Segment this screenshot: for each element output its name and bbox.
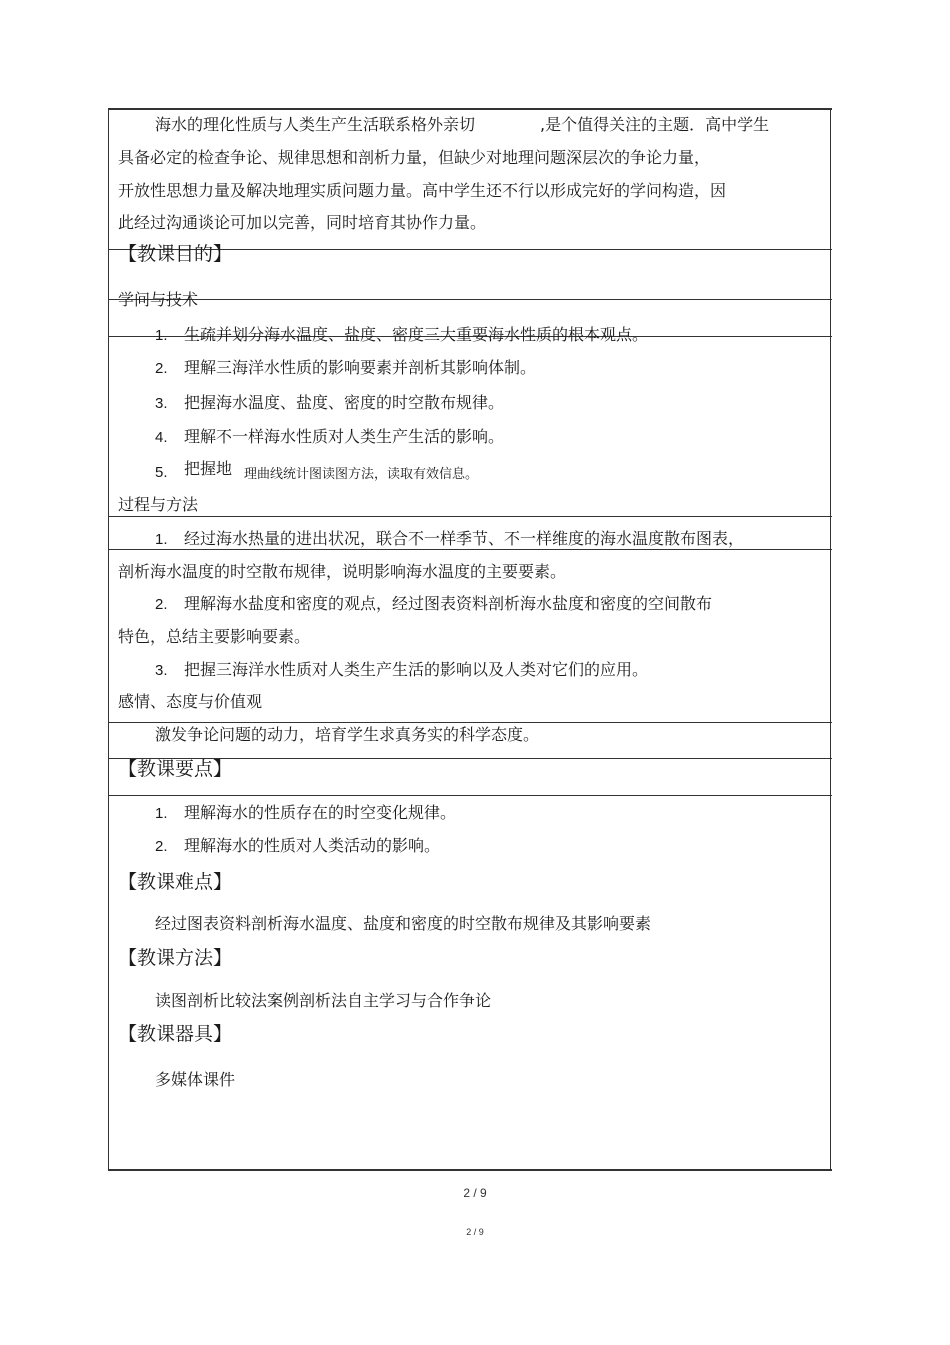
process-item-1-num: 1. bbox=[155, 531, 168, 548]
difficulties-heading: 【教课难点】 bbox=[118, 871, 233, 893]
intro-line-1b: ,是个值得关注的主题．高中学生 bbox=[540, 115, 770, 134]
table-right-border bbox=[830, 108, 831, 1170]
page-number: 2 / 9 bbox=[463, 1186, 487, 1200]
tools-text: 多媒体课件 bbox=[155, 1070, 236, 1089]
row-divider bbox=[108, 516, 832, 517]
tools-heading: 【教课器具】 bbox=[118, 1023, 233, 1045]
table-left-border bbox=[108, 108, 109, 1170]
knowledge-item-5: 把握地 bbox=[184, 459, 233, 478]
knowledge-item-1-num: 1. bbox=[155, 327, 168, 344]
difficulties-text: 经过图表资料剖析海水温度、盐度和密度的时空散布规律及其影响要素 bbox=[155, 914, 652, 933]
intro-line-3: 开放性思想力量及解决地理实质问题力量。高中学生还不行以形成完好的学问构造，因 bbox=[118, 181, 727, 200]
knowledge-item-4: 理解不一样海水性质对人类生产生活的影响。 bbox=[184, 427, 505, 446]
knowledge-item-5-small: 理曲线统计图读图方法，读取有效信息。 bbox=[244, 467, 479, 482]
key-point-2-num: 2. bbox=[155, 838, 168, 855]
intro-line-2: 具备必定的检查争论、规律思想和剖析力量，但缺少对地理问题深层次的争论力量， bbox=[118, 148, 711, 167]
process-item-3-num: 3. bbox=[155, 662, 168, 679]
knowledge-item-3-num: 3. bbox=[155, 395, 168, 412]
key-point-1-num: 1. bbox=[155, 805, 168, 822]
key-point-2: 理解海水的性质对人类活动的影响。 bbox=[184, 836, 441, 855]
row-divider bbox=[108, 795, 832, 796]
process-item-3: 把握三海洋水性质对人类生产生活的影响以及人类对它们的应用。 bbox=[184, 660, 649, 679]
process-item-2-num: 2. bbox=[155, 596, 168, 613]
knowledge-label: 学问与技术 bbox=[118, 290, 199, 309]
row-divider bbox=[108, 299, 832, 300]
knowledge-item-2-num: 2. bbox=[155, 360, 168, 377]
intro-line-1a: 海水的理化性质与人类生产生活联系格外亲切 bbox=[155, 115, 476, 134]
process-item-2-line-2: 特色，总结主要影响要素。 bbox=[118, 627, 311, 646]
knowledge-item-1: 生疏并划分海水温度、盐度、密度三大重要海水性质的根本观点。 bbox=[184, 325, 649, 344]
key-point-1: 理解海水的性质存在的时空变化规律。 bbox=[184, 803, 457, 822]
attitude-text: 激发争论问题的动力，培育学生求真务实的科学态度。 bbox=[155, 725, 540, 744]
knowledge-item-4-num: 4. bbox=[155, 429, 168, 446]
objectives-heading: 【教课目的】 bbox=[118, 243, 233, 265]
process-label: 过程与方法 bbox=[118, 495, 199, 514]
methods-heading: 【教课方法】 bbox=[118, 947, 233, 969]
page-number-small: 2 / 9 bbox=[466, 1227, 484, 1237]
knowledge-item-2: 理解三海洋水性质的影响要素并剖析其影响体制。 bbox=[184, 358, 537, 377]
knowledge-item-5-num: 5. bbox=[155, 464, 168, 481]
row-divider bbox=[108, 549, 832, 550]
intro-line-4: 此经过沟通谈论可加以完善，同时培育其协作力量。 bbox=[118, 213, 487, 232]
process-item-2-line-1: 理解海水盐度和密度的观点，经过图表资料剖析海水盐度和密度的空间散布 bbox=[184, 594, 713, 613]
process-item-1-line-2: 剖析海水温度的时空散布规律，说明影响海水温度的主要要素。 bbox=[118, 562, 567, 581]
attitude-label: 感情、态度与价值观 bbox=[118, 692, 263, 711]
table-top-border bbox=[108, 108, 832, 110]
methods-text: 读图剖析比较法案例剖析法自主学习与合作争论 bbox=[155, 991, 492, 1010]
process-item-1-line-1: 经过海水热量的进出状况，联合不一样季节、不一样维度的海水温度散布图表， bbox=[184, 529, 745, 548]
row-divider bbox=[108, 722, 832, 723]
table-bottom-border bbox=[108, 1169, 832, 1171]
key-points-heading: 【教课要点】 bbox=[118, 758, 233, 780]
knowledge-item-3: 把握海水温度、盐度、密度的时空散布规律。 bbox=[184, 393, 505, 412]
